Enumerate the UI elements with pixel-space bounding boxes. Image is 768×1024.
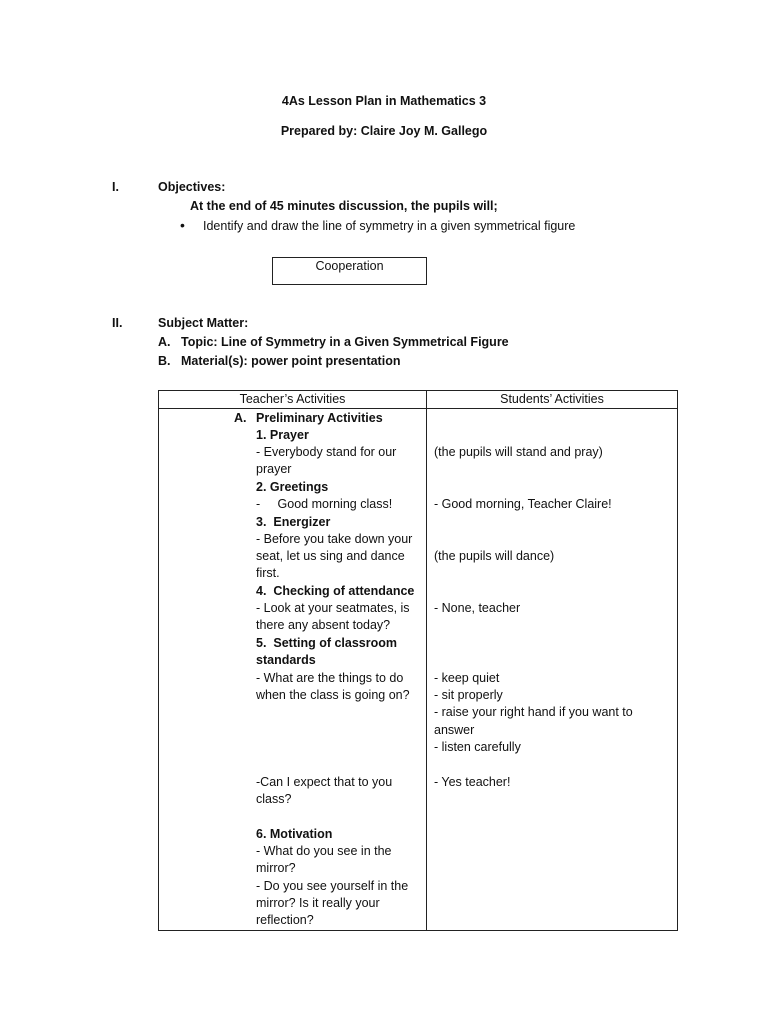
teacher-line: -Can I expect that to you — [256, 775, 393, 789]
header-divider — [159, 408, 677, 409]
teacher-line: - Look at your seatmates, is — [256, 601, 410, 615]
student-response: - sit properly — [434, 688, 503, 702]
teacher-line: seat, let us sing and dance — [256, 549, 405, 563]
student-response: - listen carefully — [434, 740, 521, 754]
student-response: - raise your right hand if you want to — [434, 705, 633, 719]
objectives-heading: Objectives: — [158, 180, 226, 194]
subject-matter-heading: Subject Matter: — [158, 316, 249, 330]
teacher-line: - Before you take down your — [256, 532, 413, 546]
topic-marker: A. — [158, 335, 171, 349]
document-title: 4As Lesson Plan in Mathematics 3 — [281, 94, 487, 108]
teacher-line: - Everybody stand for our — [256, 445, 397, 459]
teacher-line: first. — [256, 566, 280, 580]
teacher-step-heading: standards — [256, 653, 316, 667]
activities-table — [158, 390, 678, 931]
teacher-line: class? — [256, 792, 292, 806]
teacher-column-header: Teacher’s Activities — [239, 392, 346, 406]
teacher-step-heading: 4. Checking of attendance — [256, 584, 415, 598]
teacher-step-heading: 1. Prayer — [256, 428, 309, 442]
student-response: - None, teacher — [434, 601, 521, 615]
teacher-step-heading: 3. Energizer — [256, 515, 331, 529]
teacher-line: when the class is going on? — [256, 688, 410, 702]
teacher-line: - Do you see yourself in the — [256, 879, 409, 893]
bullet-icon: • — [180, 217, 185, 233]
topic-line: Topic: Line of Symmetry in a Given Symmetrical Figure — [181, 335, 509, 349]
teacher-line: there any absent today? — [256, 618, 391, 632]
student-response: - keep quiet — [434, 671, 500, 685]
teacher-line: prayer — [256, 462, 292, 476]
materials-marker: B. — [158, 354, 171, 368]
teacher-line: mirror? — [256, 861, 296, 875]
materials-line: Material(s): power point presentation — [181, 354, 401, 368]
value-box-label: Cooperation — [315, 259, 384, 273]
teacher-step-heading: 5. Setting of classroom — [256, 636, 398, 650]
column-divider — [426, 391, 427, 930]
teacher-line: - What are the things to do — [256, 671, 404, 685]
section-numeral-objectives: I. — [112, 180, 119, 194]
teacher-line: - Good morning class! — [256, 497, 393, 511]
prepared-by: Prepared by: Claire Joy M. Gallego — [280, 124, 488, 138]
teacher-line: - What do you see in the — [256, 844, 392, 858]
student-response: (the pupils will dance) — [434, 549, 555, 563]
teacher-step-heading: 2. Greetings — [256, 480, 329, 494]
teacher-line: mirror? Is it really your — [256, 896, 380, 910]
objective-item: Identify and draw the line of symmetry in a given symmetrical figure — [203, 219, 576, 233]
section-title: Preliminary Activities — [256, 411, 383, 425]
value-box — [272, 257, 427, 285]
teacher-line: reflection? — [256, 913, 314, 927]
student-response: - Yes teacher! — [434, 775, 511, 789]
student-response: (the pupils will stand and pray) — [434, 445, 603, 459]
teacher-step-heading: 6. Motivation — [256, 827, 333, 841]
student-response: answer — [434, 723, 475, 737]
objectives-intro: At the end of 45 minutes discussion, the pupils will; — [190, 199, 498, 213]
student-response: - Good morning, Teacher Claire! — [434, 497, 612, 511]
section-marker: A. — [234, 411, 247, 425]
section-numeral-subject: II. — [112, 316, 123, 330]
student-column-header: Students’ Activities — [500, 392, 604, 406]
